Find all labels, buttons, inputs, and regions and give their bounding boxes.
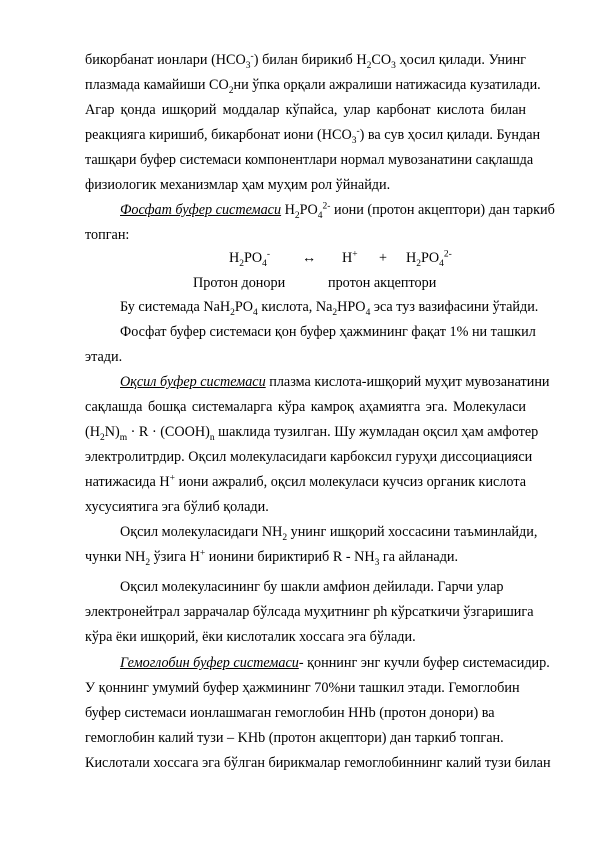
text-line: Фосфат буфер системаси қон буфер ҳажмининг фақат 1% ни ташкил — [120, 324, 536, 340]
equilibrium-arrow: ↔ — [302, 250, 317, 266]
text-line: Оқсил буфер системаси плазма кислота-ишқорий муҳит мувозанатини — [120, 374, 550, 390]
text-line: топган: — [85, 227, 130, 243]
text-line: $(H_2N)_m \cdot R$ · $(COOH)_n$ шаклида тузилган. Шу жумладан оқсил ҳам амфотер — [85, 424, 539, 443]
text-line: ташқари буфер системаси компонентлари нормал мувозанатини сақлашда — [85, 152, 534, 168]
section-title-protein: Оқсил буфер системаси — [120, 374, 266, 390]
text-line: бикорбанат ионлари $(HCO_3^-)$ билан бирикиб $H_2CO_3$ ҳосил қилади. Унинг — [85, 51, 527, 71]
text-line: электронейтрал заррачалар бўлсада муҳитнинг ph кўрсаткичи ўзгаришига — [85, 604, 534, 620]
text-line: Бу системада $NaH_2PO_4$ кислота, $Na_2HPO_4$ эса туз вазифасини ўтайди. — [120, 299, 539, 318]
text-line: Кислотали хоссага эга бўлган бирикмалар гемоглобиннинг калий тузи билан — [85, 755, 551, 771]
proton-donor-label: Протон донори — [193, 275, 286, 291]
text-line: Гемоглобин буфер системаси- қоннинг энг кучли буфер системасидир. — [120, 655, 550, 671]
text-line: Агар қонда ишқорий моддалар кўпайса, улар карбонат кислота билан — [85, 102, 526, 118]
text-line: хусусиятига эга бўлиб қолади. — [85, 499, 269, 515]
section-title-phosphate: Фосфат буфер системаси — [120, 202, 282, 218]
text-line: физиологик механизмлар ҳам муҳим рол ўйнайди. — [85, 177, 391, 193]
equation-proton: H+ — [342, 249, 358, 266]
text-line: плазмада камайиши $CO_2ни$ ўпка орқали ажралиши натижасида кузатилади. — [85, 77, 541, 96]
text-line: гемоглобин калий тузи – KHb (протон акцептори) дан таркиб топган. — [85, 730, 504, 746]
equation-plus: + — [379, 250, 388, 266]
proton-acceptor-label: протон акцептори — [328, 275, 437, 291]
text-line: Фосфат буфер системаси $H_2PO_4^{2-}$ иони (протон акцептори) дан таркиб — [120, 201, 555, 221]
text-line: натижасида H+ иони ажралиб, оқсил молекуласи кучсиз органик кислота — [85, 473, 526, 490]
text-line: электролитрдир. Оқсил молекуласидаги карбоксил гуруҳи диссоциацияси — [85, 449, 533, 465]
text-line: буфер системаси ионлашмаган гемоглобин HHb (протон донори) ва — [85, 705, 495, 721]
text-line: Оқсил молекуласининг бу шакли амфион дейилади. Гарчи улар — [120, 579, 504, 595]
section-title-hemoglobin: Гемоглобин буфер системаси — [120, 655, 299, 671]
text-line: У қоннинг умумий буфер ҳажмининг 70%ни ташкил этади. Гемоглобин — [85, 680, 520, 696]
text-line: этади. — [85, 349, 123, 365]
text-line: сақлашда бошқа системаларга кўра камроқ аҳамиятга эга. Молекуласи — [85, 399, 526, 415]
text-line: Оқсил молекуласидаги $NH_2$ унинг ишқорий хоссасини таъминлайди, — [120, 524, 538, 543]
text-line: чунки $NH_2$ ўзига H+ ионини бириктириб R - $NH_3$ га айланади. — [85, 548, 459, 568]
equation-right: $H_2PO_4^{2-}$ — [406, 249, 452, 269]
text-line: кўра ёки ишқорий, ёки кислоталик хоссага эга бўлади. — [85, 629, 416, 645]
text-line: реакцияга киришиб, бикарбонат иони $(HCO_3^-)$ ва сув ҳосил қилади. Бундан — [85, 126, 541, 146]
equation-left: $H_2PO_4^-$ — [229, 249, 271, 269]
